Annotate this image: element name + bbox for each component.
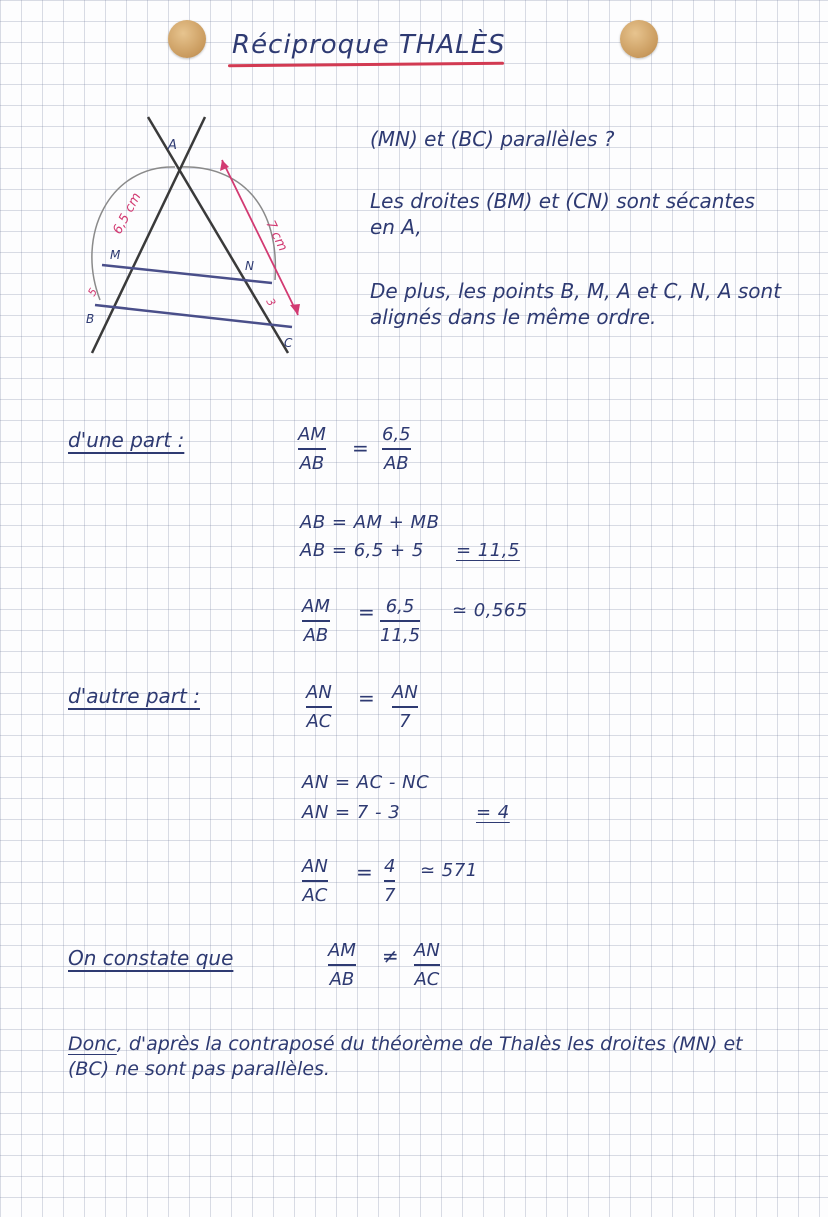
thales-diagram	[80, 105, 320, 365]
fraction-65-115: 6,5 11,5	[380, 596, 421, 646]
fraction-am-ab: AM AB	[298, 424, 326, 474]
point-a-label: A	[168, 138, 177, 153]
fraction-an-ac: AN AC	[306, 682, 332, 732]
line-ab	[92, 117, 205, 353]
conclusion-text	[68, 1032, 758, 1082]
equation-an-values: AN = 7 - 3	[302, 802, 401, 823]
fraction-an-ac-final: AN AC	[414, 940, 440, 990]
approx-value-2: ≃ 571	[420, 860, 478, 881]
fraction-4-7: 4 7	[384, 856, 396, 906]
measure-am-label: 6,5 cm	[110, 190, 145, 237]
fraction-an-ac-2: AN AC	[302, 856, 328, 906]
equation-ab-sum: AB = AM + MB	[300, 512, 440, 533]
point-m-label: M	[110, 248, 121, 262]
fraction-an-7: AN 7	[392, 682, 418, 732]
not-equal-sign: ≠	[382, 944, 399, 968]
page-title: Réciproque THALÈS	[232, 30, 506, 60]
arc-an	[180, 167, 275, 280]
equals-sign-4: =	[356, 860, 373, 884]
question-text: (MN) et (BC) parallèles ?	[370, 127, 615, 151]
fraction-am-ab-2: AM AB	[302, 596, 330, 646]
result-an: = 4	[476, 802, 510, 823]
equals-sign-2: =	[358, 600, 375, 624]
conclusion-lead: Donc	[68, 1033, 117, 1055]
part2-label: d'autre part :	[68, 684, 200, 708]
binder-hole-left	[168, 20, 206, 58]
binder-hole-right	[620, 20, 658, 58]
finding-label: On constate que	[68, 946, 234, 970]
conclusion-body: , d'après la contraposé du théorème de Thalès les droites (MN) et (BC) ne sont pas parallèles.	[68, 1033, 743, 1080]
equation-an-diff: AN = AC - NC	[302, 772, 430, 793]
equals-sign-3: =	[358, 686, 375, 710]
arc-am	[92, 167, 175, 300]
result-ab: = 11,5	[456, 540, 520, 561]
point-n-label: N	[245, 259, 254, 273]
equals-sign: =	[352, 436, 369, 460]
fraction-65-ab: 6,5 AB	[382, 424, 411, 474]
measure-mb-label: 5	[85, 285, 101, 299]
fraction-am-ab-final: AM AB	[328, 940, 356, 990]
point-c-label: C	[284, 336, 293, 350]
approx-value-1: ≃ 0,565	[452, 600, 528, 621]
part1-label: d'une part :	[68, 428, 185, 452]
measure-ac	[222, 160, 298, 315]
statement-secantes: Les droites (BM) et (CN) sont sécantes en A,	[370, 189, 755, 239]
equation-ab-values: AB = 6,5 + 5	[300, 540, 424, 561]
statement-alignes: De plus, les points B, M, A et C, N, A sont alignés dans le même ordre.	[370, 279, 782, 329]
measure-nc-label: 3	[263, 296, 279, 309]
measure-ac-label: 7 cm	[262, 218, 291, 254]
point-b-label: B	[86, 312, 95, 326]
